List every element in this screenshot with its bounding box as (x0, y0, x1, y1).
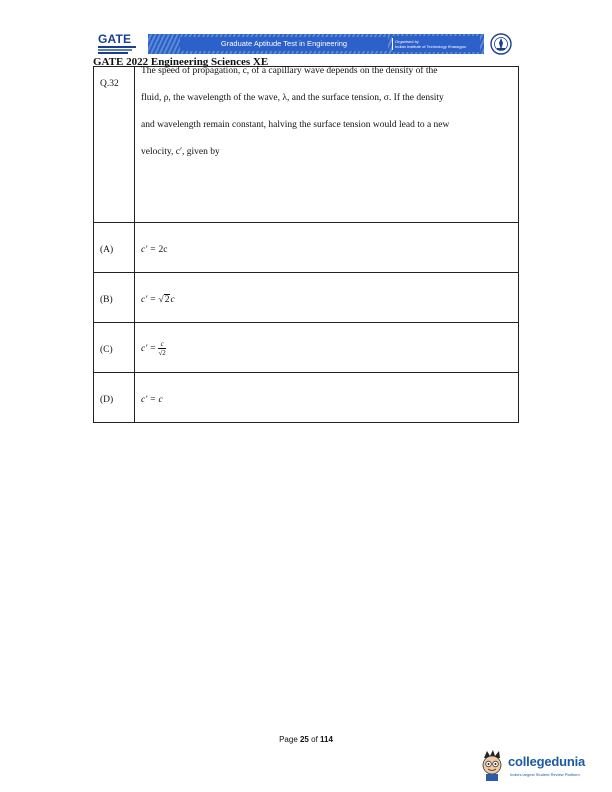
organized-by-label: Organised by (395, 39, 419, 44)
option-a-row[interactable] (94, 223, 519, 273)
gate-logo (96, 32, 144, 56)
option-c-fraction: $\frac{c}{√2}$ (158, 340, 166, 358)
option-c-label: (C) (100, 344, 113, 355)
exam-title: GATE 2022 Engineering Sciences XE (93, 56, 269, 68)
gate-logo-text: GATE (98, 32, 132, 46)
option-b-label: (B) (100, 294, 113, 305)
banner-title: Graduate Aptitude Test in Engineering (180, 37, 388, 51)
question-number: Q.32 (100, 79, 119, 89)
option-b-row[interactable] (94, 273, 519, 323)
question-line: fluid, ρ, the wavelength of the wave, λ, and the surface tension, σ. If the density (141, 93, 444, 103)
banner-strip (148, 34, 484, 54)
option-d-row[interactable] (94, 373, 519, 423)
iit-emblem-icon (490, 33, 512, 55)
question-text (135, 58, 518, 166)
option-a-label: (A) (100, 244, 114, 255)
option-b-expression: c′ = √2c (141, 294, 175, 305)
mascot-icon (478, 748, 508, 782)
question-line: velocity, c′, given by (141, 147, 220, 157)
option-a-expression: c′ = 2c (141, 244, 168, 255)
brand-name: collegedunia (508, 754, 586, 769)
organizer-name: Indian Institute of Technology Kharagpur (395, 44, 467, 49)
option-c-expression: c′ = $\frac{c}{√2}$ (141, 340, 166, 358)
option-d-expression: c′ = c (141, 394, 163, 405)
brand-tagline: India's largest Student Review Platform (510, 772, 580, 777)
question-line: and wavelength remain constant, halving the surface tension would lead to a new (141, 120, 450, 130)
sqrt-icon: √ (158, 294, 164, 305)
page-number: Page 25 of 114 (279, 735, 333, 744)
question-table (93, 66, 519, 423)
collegedunia-logo (478, 748, 608, 782)
header-banner (96, 32, 520, 56)
option-c-row[interactable] (94, 323, 519, 373)
organizer-box (392, 36, 480, 52)
question-line: The speed of propagation, c, of a capillary wave depends on the density of the (141, 66, 438, 76)
option-d-label: (D) (100, 394, 114, 405)
question-row (94, 67, 519, 223)
